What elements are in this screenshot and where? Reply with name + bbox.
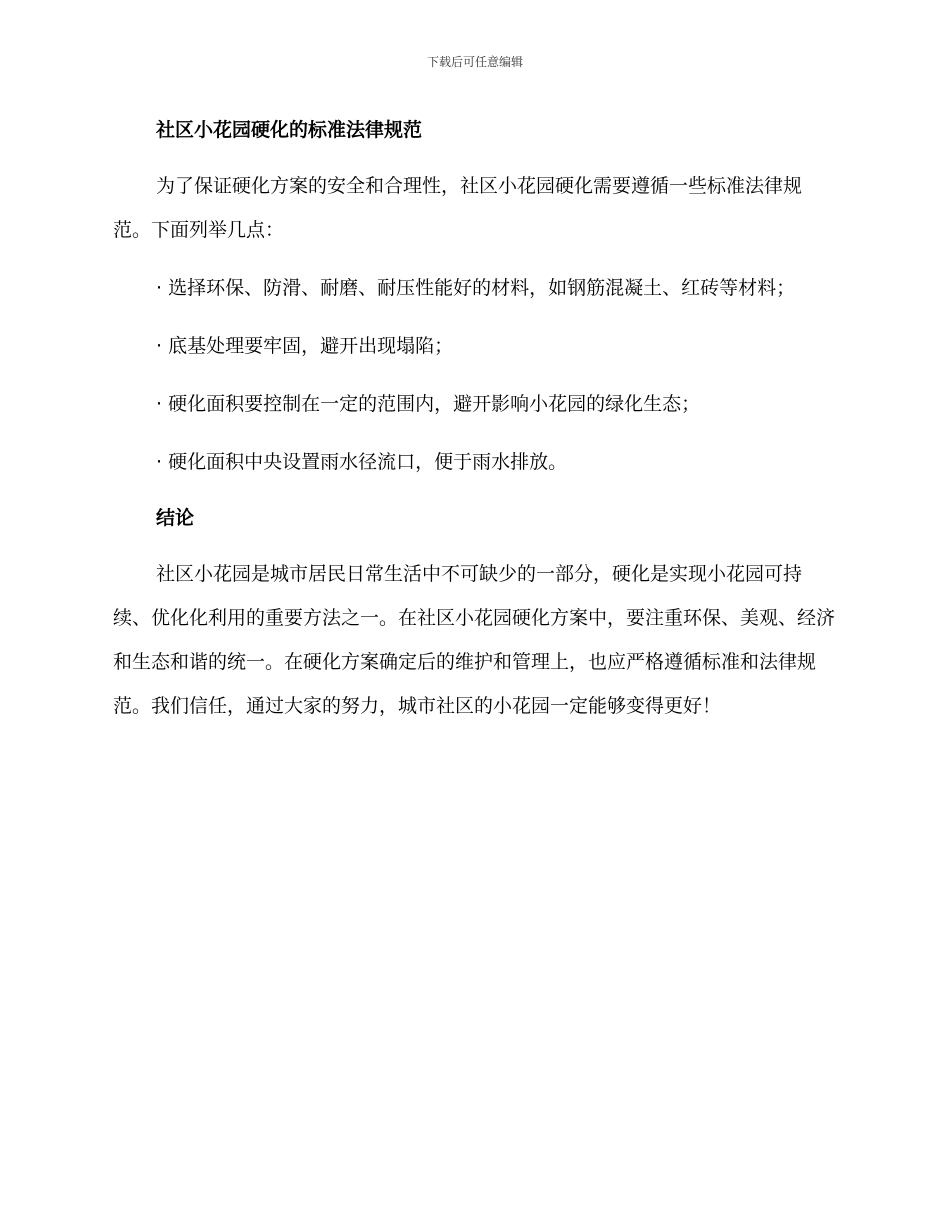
list-item: · 底基处理要牢固，避开出现塌陷； (156, 335, 454, 357)
list-item: · 硬化面积中央设置雨水径流口，便于雨水排放。 (156, 451, 568, 473)
paragraph-intro: 为了保证硬化方案的安全和合理性，社区小花园硬化需要遵循一些标准法律规范。下面列举几点： (113, 175, 803, 241)
section-heading-conclusion: 结论 (156, 507, 195, 529)
paragraph-conclusion: 社区小花园是城市居民日常生活中不可缺少的一部分，硬化是实现小花园可持续、优化化利用的重要方法之一。在社区小花园硬化方案中，要注重环保、美观、经济和生态和谐的统一。在硬化方案确定后的维护和管理上，也应严格遵循标准和法律规范。我们信任，通过大家的努力，城市社区的小花园一定能够变得更好！ (113, 563, 836, 717)
list-item: · 选择环保、防滑、耐磨、耐压性能好的材料，如钢筋混凝土、红砖等材料； (156, 277, 796, 299)
section-heading-standards: 社区小花园硬化的标准法律规范 (156, 119, 423, 141)
page-header: 下载后可任意编辑 (426, 55, 523, 69)
list-item: · 硬化面积要控制在一定的范围内，避开影响小花园的绿化生态； (156, 393, 701, 415)
document-body (113, 110, 835, 728)
